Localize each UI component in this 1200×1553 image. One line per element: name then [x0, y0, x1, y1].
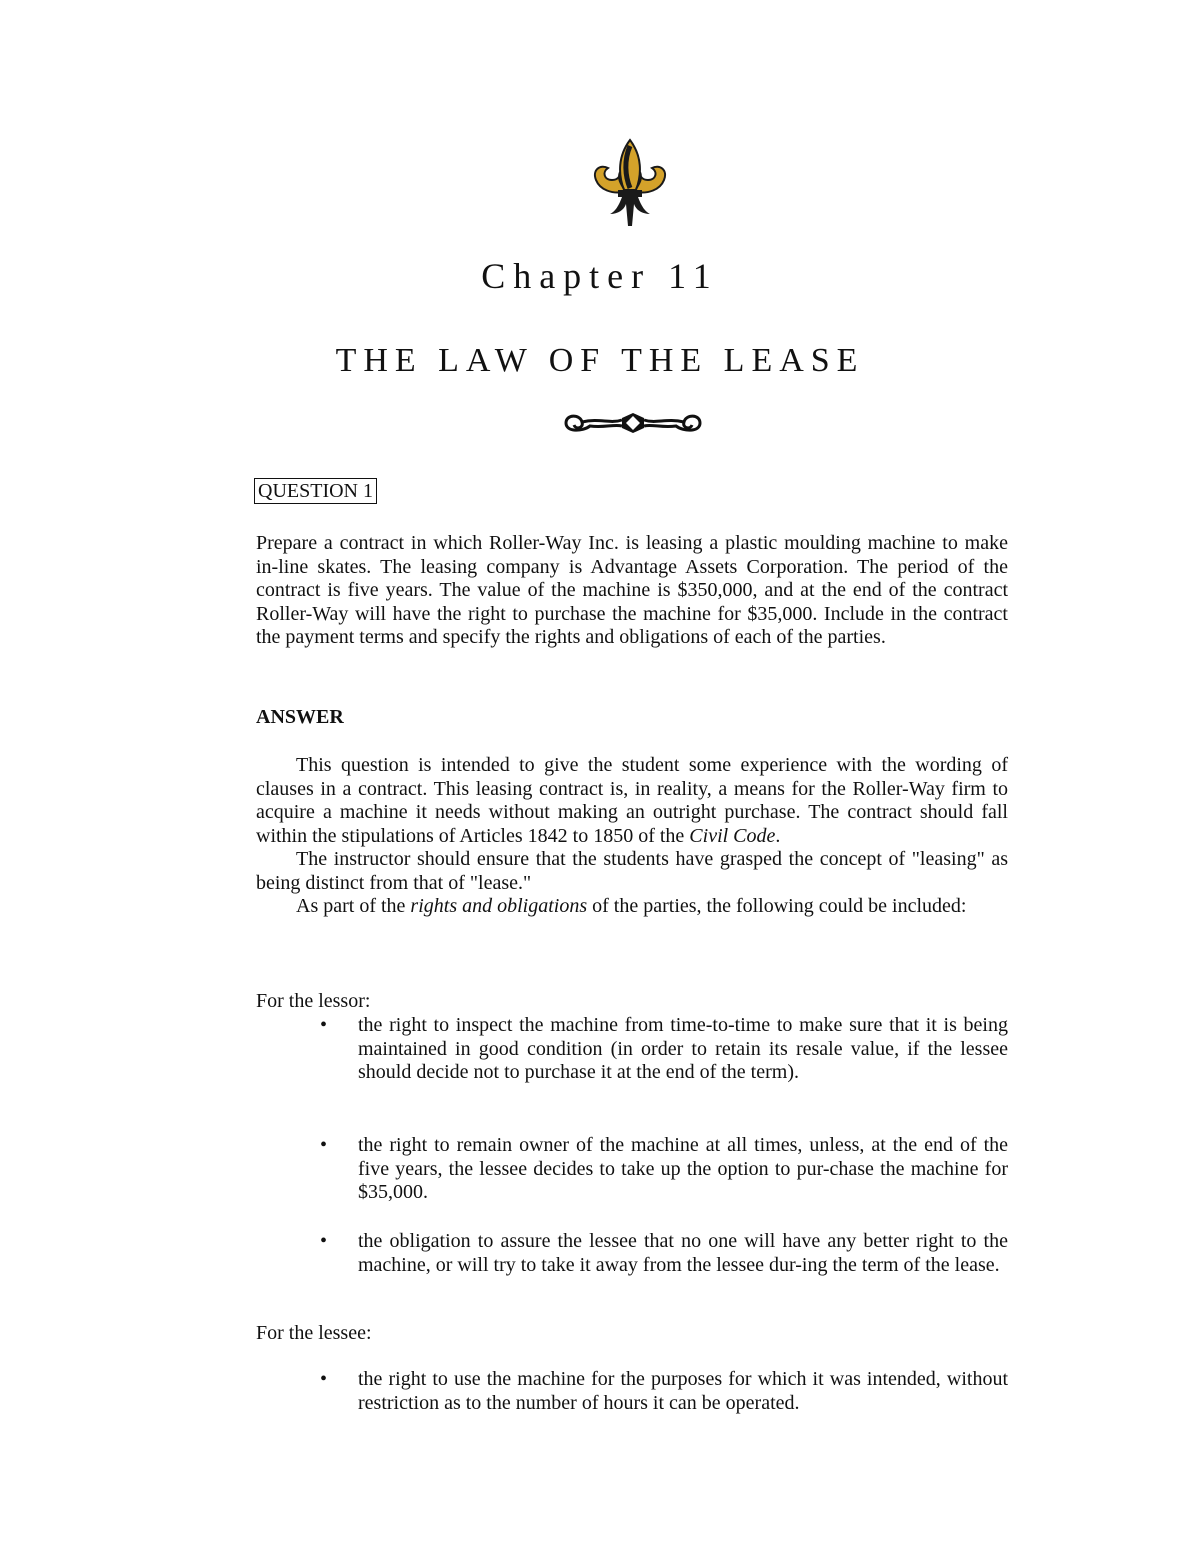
civil-code-emphasis: Civil Code: [689, 824, 776, 847]
fleur-de-lis-icon: [588, 138, 672, 230]
bullet-icon: •: [320, 1368, 328, 1390]
list-item: • the obligation to assure the lessee that no one will have any better right to the machine, or will try to take it away from the lessee dur-ing the term of the lease.: [320, 1230, 1008, 1276]
lessor-list-item-1: [256, 1014, 1008, 1085]
lessee-list-item-1: [256, 1368, 1008, 1415]
bullet-icon: •: [320, 1134, 328, 1156]
lessee-heading: For the lessee:: [256, 1322, 372, 1344]
bullet-icon: •: [320, 1230, 328, 1252]
scroll-divider-icon: [560, 410, 706, 436]
answer-paragraph: As part of the rights and obligations of the parties, the following could be included:: [296, 895, 967, 917]
rights-emphasis: rights and obligations: [410, 895, 588, 917]
question-label: QUESTION 1: [254, 478, 377, 504]
answer-paragraph: The instructor should ensure that the students have grasped the concept of "leasing" as being distinct from that of "lease.": [256, 848, 1008, 894]
list-item: • the right to inspect the machine from time-to-time to make sure that it is being maintained in good condition (in order to retain its resale value, if the lessee should decide not to purchase it at the end of the term).: [320, 1014, 1008, 1083]
list-item: • the right to remain owner of the machine at all times, unless, at the end of the five years, the lessee decides to take up the option to pur-chase the machine for $35,000.: [320, 1134, 1008, 1203]
lessor-heading: For the lessor:: [256, 990, 371, 1012]
bullet-icon: •: [320, 1014, 328, 1036]
lessor-list-item-3: [256, 1230, 1008, 1277]
list-item: • the right to use the machine for the purposes for which it was intended, without restriction as to the number of hours it can be operated.: [320, 1368, 1008, 1414]
chapter-title: THE LAW OF THE LEASE: [335, 342, 865, 379]
answer-heading: ANSWER: [256, 706, 344, 728]
chapter-label: Chapter 11: [481, 256, 719, 296]
answer-body: [256, 754, 1008, 919]
lessor-list-item-2: [256, 1134, 1008, 1205]
answer-paragraph: This question is intended to give the student some experience with the wording of clauses in a contract. This leasing contract is, in reality, a means for the Roller-Way firm to acquire a machine it needs without making an outright purchase. The contract should fall within the stipulations of Articles 1842 to 1850 of the Civil Code.: [256, 754, 1008, 847]
question-text: Prepare a contract in which Roller-Way Inc. is leasing a plastic moulding machine to make in-line skates. The leasing company is Advantage Assets Corporation. The period of the contract is five years. The value of the machine is $350,000, and at the end of the contract Roller-Way will have the right to purchase the machine for $35,000. Include in the contract the payment terms and specify the rights and obligations of each of the parties.: [256, 532, 1008, 648]
